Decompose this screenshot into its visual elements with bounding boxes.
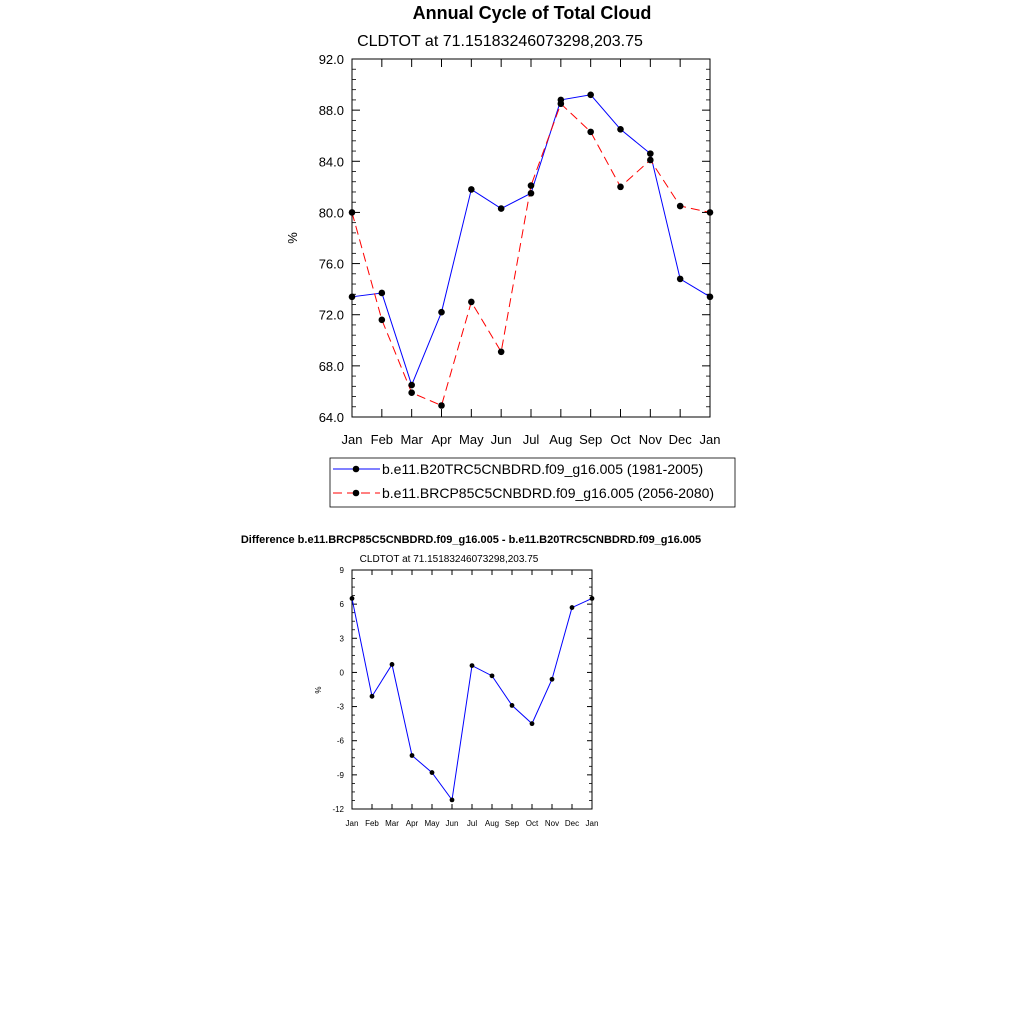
diff-x-tick-label: Jan — [345, 819, 359, 828]
legend-marker-series-1 — [353, 466, 360, 473]
data-point — [587, 92, 594, 99]
data-point — [707, 294, 714, 301]
diff-series-lines — [352, 598, 592, 799]
diff-data-point — [370, 694, 375, 699]
data-point — [617, 126, 624, 133]
diff-data-point — [390, 662, 395, 667]
diff-data-point — [470, 663, 475, 668]
x-tick-label: Jan — [699, 432, 721, 447]
y-tick-label: 76.0 — [318, 256, 344, 272]
diff-y-tick-label: -9 — [336, 770, 344, 780]
legend-marker-series-2 — [353, 490, 360, 497]
y-axis-label: % — [285, 232, 300, 244]
diff-x-tick-label: Sep — [504, 819, 520, 828]
y-tick-label: 80.0 — [318, 205, 344, 221]
diff-series-line-1 — [352, 598, 592, 799]
y-tick-label: 72.0 — [318, 307, 344, 323]
data-point — [647, 150, 654, 157]
x-tick-label: Sep — [579, 432, 603, 447]
y-tick-label: 64.0 — [318, 410, 344, 425]
x-tick-label: Oct — [610, 432, 631, 447]
diff-x-tick-label: Aug — [484, 819, 500, 828]
data-point — [498, 205, 505, 212]
series-line-2 — [352, 104, 710, 406]
diff-data-point — [570, 605, 575, 610]
series-lines — [352, 95, 710, 406]
data-point — [379, 317, 386, 324]
series-points — [349, 92, 714, 409]
y-tick-label: 84.0 — [318, 154, 344, 170]
diff-data-point — [510, 703, 515, 708]
x-tick-label: Nov — [638, 432, 662, 447]
diff-data-point — [590, 596, 595, 601]
data-point — [468, 186, 475, 193]
diff-x-tick-label: Jun — [445, 819, 459, 828]
diff-data-point — [410, 753, 415, 758]
diff-data-point — [450, 797, 455, 802]
diff-data-point — [350, 596, 355, 601]
diff-y-tick-label: 6 — [339, 600, 344, 610]
data-point — [707, 209, 714, 216]
data-point — [677, 276, 684, 283]
x-tick-label: Apr — [431, 432, 452, 447]
y-tick-label: 68.0 — [318, 358, 344, 374]
data-point — [438, 309, 445, 316]
diff-y-tick-label: -6 — [336, 736, 344, 746]
data-point — [677, 203, 684, 210]
diff-data-point — [530, 721, 535, 726]
diff-y-tick-label: 0 — [339, 668, 344, 678]
diff-x-tick-label: Dec — [564, 819, 580, 828]
y-tick-label: 92.0 — [318, 52, 344, 67]
x-tick-label: Dec — [668, 432, 692, 447]
data-point — [617, 184, 624, 191]
diff-y-tick-label: -12 — [332, 805, 344, 814]
data-point — [587, 129, 594, 136]
diff-x-tick-label: Feb — [365, 819, 379, 828]
x-tick-label: Jul — [522, 432, 540, 447]
diff-x-tick-label: Mar — [385, 819, 399, 828]
chart-title: Annual Cycle of Total Cloud — [412, 3, 652, 23]
diff-x-tick-label: Jan — [585, 819, 599, 828]
data-point — [558, 100, 565, 107]
data-point — [528, 182, 535, 189]
data-point — [379, 290, 386, 297]
diff-data-point — [490, 673, 495, 678]
x-tick-label: Jun — [490, 432, 512, 447]
diff-x-tick-label: Jul — [466, 819, 478, 828]
legend-entry-series-2: b.e11.BRCP85C5CNBDRD.f09_g16.005 (2056-2080) — [382, 485, 715, 501]
x-tick-label: May — [459, 432, 484, 447]
x-tick-label: Feb — [370, 432, 394, 447]
diff-y-axis-label: % — [314, 686, 323, 694]
data-point — [408, 382, 415, 389]
diff-chart-subtitle: CLDTOT at 71.15183246073298,203.75 — [359, 554, 539, 565]
data-point — [528, 190, 535, 197]
diff-chart-title: Difference b.e11.BRCP85C5CNBDRD.f09_g16.005 - b.e11.B20TRC5CNBDRD.f09_g16.005 — [240, 534, 702, 546]
diff-y-tick-label: 9 — [339, 566, 344, 575]
diff-y-tick-label: -3 — [336, 702, 344, 712]
data-point — [498, 348, 505, 355]
data-point — [408, 389, 415, 396]
chart-subtitle: CLDTOT at 71.15183246073298,203.75 — [357, 33, 643, 50]
diff-data-point — [550, 677, 555, 682]
diff-y-tick-label: 3 — [339, 634, 344, 644]
diff-x-tick-label: Nov — [544, 819, 560, 828]
diff-x-tick-label: Oct — [525, 819, 539, 828]
diff-x-tick-label: Apr — [405, 819, 419, 828]
diff-plot-frame — [352, 570, 592, 809]
x-tick-label: Mar — [400, 432, 423, 447]
diff-data-point — [430, 770, 435, 775]
data-point — [349, 209, 356, 216]
plot-frame — [352, 59, 710, 417]
diff-series-points — [350, 596, 595, 802]
data-point — [349, 294, 356, 301]
data-point — [468, 299, 475, 306]
legend-entry-series-1: b.e11.B20TRC5CNBDRD.f09_g16.005 (1981-2005) — [382, 461, 704, 477]
diff-x-tick-label: May — [424, 819, 440, 828]
data-point — [647, 157, 654, 164]
x-tick-label: Aug — [549, 432, 573, 447]
y-tick-label: 88.0 — [318, 103, 344, 119]
series-line-1 — [352, 95, 710, 385]
data-point — [438, 402, 445, 409]
x-tick-label: Jan — [341, 432, 363, 447]
